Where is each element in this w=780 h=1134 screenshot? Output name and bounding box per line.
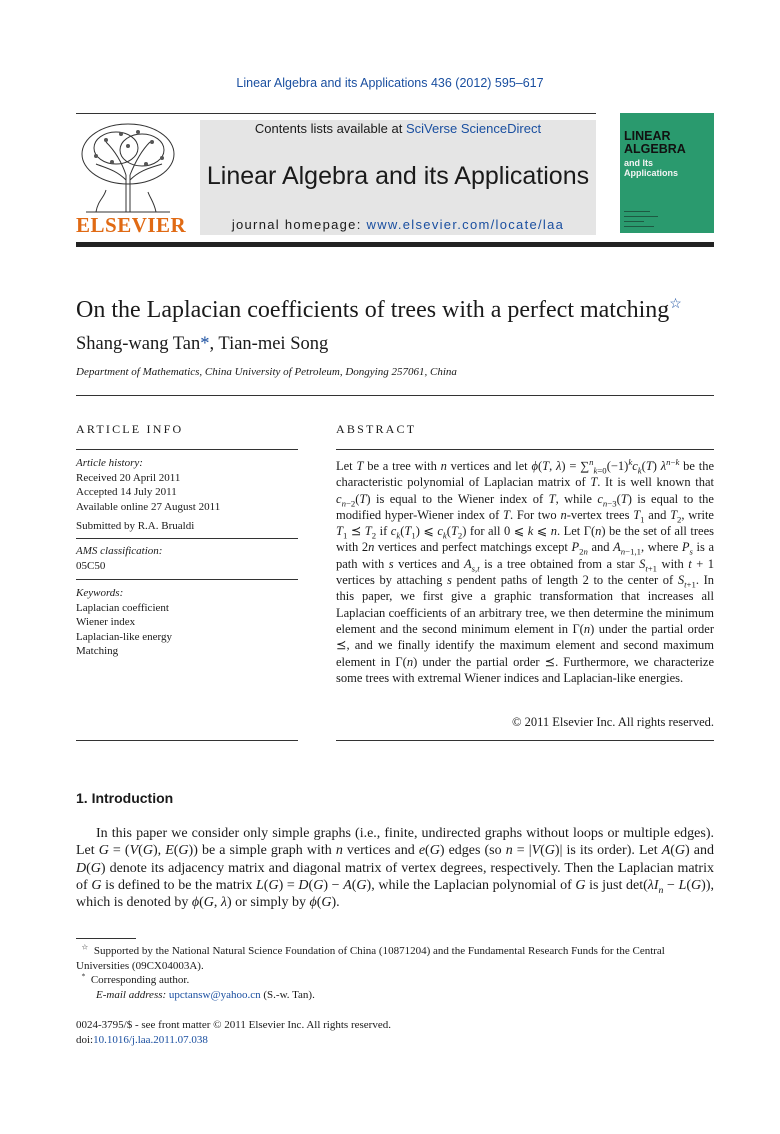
publisher-name: ELSEVIER	[76, 213, 187, 237]
funding-footnote: ☆ Supported by the National Natural Science Foundation of China (10871204) and the Fundamental Research Funds for the Central Universities (09CX04003A).	[76, 942, 665, 972]
accepted-date: Accepted 14 July 2011	[76, 486, 177, 498]
keyword: Wiener index	[76, 616, 136, 628]
keywords	[76, 586, 298, 659]
corresponding-mark[interactable]: *	[200, 334, 210, 354]
abstract-heading: ABSTRACT	[336, 422, 417, 436]
journal-title: Linear Algebra and its Applications	[206, 162, 590, 190]
divider	[76, 579, 298, 580]
elsevier-logo	[76, 120, 187, 238]
footnotes	[76, 944, 714, 1002]
header-rule-top	[76, 113, 596, 114]
front-matter	[76, 1018, 391, 1047]
section-heading-introduction: 1. Introduction	[76, 790, 174, 806]
authors: Shang-wang Tan*, Tian-mei Song	[76, 334, 329, 354]
homepage-line	[200, 217, 596, 232]
contents-line	[200, 120, 596, 136]
journal-reference[interactable]: Linear Algebra and its Applications 436 (2012) 595–617	[236, 76, 544, 90]
ams-classification	[76, 544, 298, 573]
corresponding-footnote: * Corresponding author.	[81, 971, 190, 986]
history-label: Article history:	[76, 457, 143, 469]
intro-paragraph: In this paper we consider only simple graphs (i.e., finite, undirected graphs without loops or multiple edges). Let G = (V(G), E(G)) be a simple graph with n vertices and e(G) edges (so n = |V(G)| is its order). Let A(G) and D(G) denote its adjacency matrix and diagonal matrix of vertex degrees, respectively. Then the Laplacian matrix of G is defined to be the matrix L(G) = D(G) − A(G), while the Laplacian polynomial of G is just $\det(\lambda I_n - L(G))$, which is denoted by ϕ(G, λ) or simply by ϕ(G).	[76, 826, 714, 911]
doi-link[interactable]: 10.1016/j.laa.2011.07.038	[93, 1033, 208, 1046]
homepage-link[interactable]: www.elsevier.com/locate/laa	[366, 217, 565, 232]
cover-line	[624, 221, 644, 222]
tree-icon	[76, 120, 180, 216]
cover-line	[624, 216, 658, 217]
doi-line: doi:10.1016/j.laa.2011.07.038	[76, 1033, 208, 1046]
paper-title: On the Laplacian coefficients of trees with a perfect matching☆	[76, 297, 682, 323]
divider	[76, 395, 714, 396]
keyword: Laplacian-like energy	[76, 630, 172, 643]
divider	[336, 740, 714, 741]
keyword: Matching	[76, 645, 119, 657]
submitted-by: Submitted by R.A. Brualdi	[76, 520, 195, 532]
cover-subtitle: and Its Applications	[624, 158, 679, 178]
author-name: Shang-wang Tan	[76, 334, 201, 354]
divider	[76, 449, 298, 450]
sciencedirect-link[interactable]: SciVerse ScienceDirect	[405, 121, 542, 136]
cover-line	[624, 226, 654, 227]
ams-label: AMS classification:	[76, 545, 163, 557]
affiliation: Department of Mathematics, China University of Petroleum, Dongying 257061, China	[76, 366, 457, 378]
divider	[336, 449, 714, 450]
header-rule-bottom	[76, 242, 714, 247]
email-link[interactable]: upctansw@yahoo.cn	[168, 988, 261, 1001]
contents-prefix: Contents lists available at	[254, 121, 406, 136]
cover-line	[624, 211, 650, 212]
divider	[76, 538, 298, 539]
journal-cover[interactable]	[620, 113, 714, 233]
abstract-body: Let T be a tree with n vertices and let ϕ(T, $\lambda) = \sum^n_{k=0}(-1)^kc_k(T)$ $\lambda^{n-k}$ be the characteristic polynomial of Laplacian matrix of T. It is well known that $c_{n-2}(T)$ is equal to the Wiener index of T, while $c_{n-3}(T)$ is equal to the modified hyper-Wiener index of T. For two n-vertex trees $T_1$ and $T_2$, write $T_1$ ⪯ $T_2$ if $c_k(T_1)$ ⩽ $c_k(T_2)$ for all 0 ⩽ k ⩽ n. Let Γ(n) be the set of all trees with 2n vertices and perfect matchings except $P_{2n}$ and $A_{n-1,1}$, where $P_s$ is a path with s vertices and $A_{s,t}$ is a tree obtained from a star $S_{t+1}$ with t + 1 vertices by attaching s pendent paths of length 2 to the center of $S_{t+1}$. In this paper, we first give a graphic transformation that increases all Laplacian coefficients of an arbitrary tree, we then determine the minimum element and the second minimum element in Γ(n) under the partial order ⪯, and we finally identify the maximum element and second maximum element in Γ(n) under the partial order ⪯. Furthermore, we characterize some trees with extremal Wiener indices and Laplacian-like energies.	[336, 456, 715, 685]
cover-title: LINEAR ALGEBRA	[624, 129, 686, 156]
homepage-prefix: journal homepage:	[231, 217, 367, 232]
email-footnote: E-mail address: upctansw@yahoo.cn (S.-w. Tan).	[96, 988, 315, 1001]
received-date: Received 20 April 2011	[76, 471, 181, 484]
title-footnote-mark[interactable]: ☆	[669, 297, 682, 312]
ams-code: 05C50	[76, 559, 106, 572]
article-info-heading: ARTICLE INFO	[76, 422, 184, 436]
journal-banner	[200, 120, 596, 235]
footnote-rule	[76, 938, 136, 939]
divider	[76, 740, 298, 741]
author-name: Tian-mei Song	[218, 334, 329, 354]
article-history	[76, 456, 298, 514]
issn-line: 0024-3795/$ - see front matter © 2011 Elsevier Inc. All rights reserved.	[76, 1019, 391, 1031]
online-date: Available online 27 August 2011	[76, 500, 221, 513]
keyword: Laplacian coefficient	[76, 601, 169, 614]
abstract-copyright: © 2011 Elsevier Inc. All rights reserved.	[511, 715, 714, 729]
keywords-label: Keywords:	[76, 587, 124, 599]
